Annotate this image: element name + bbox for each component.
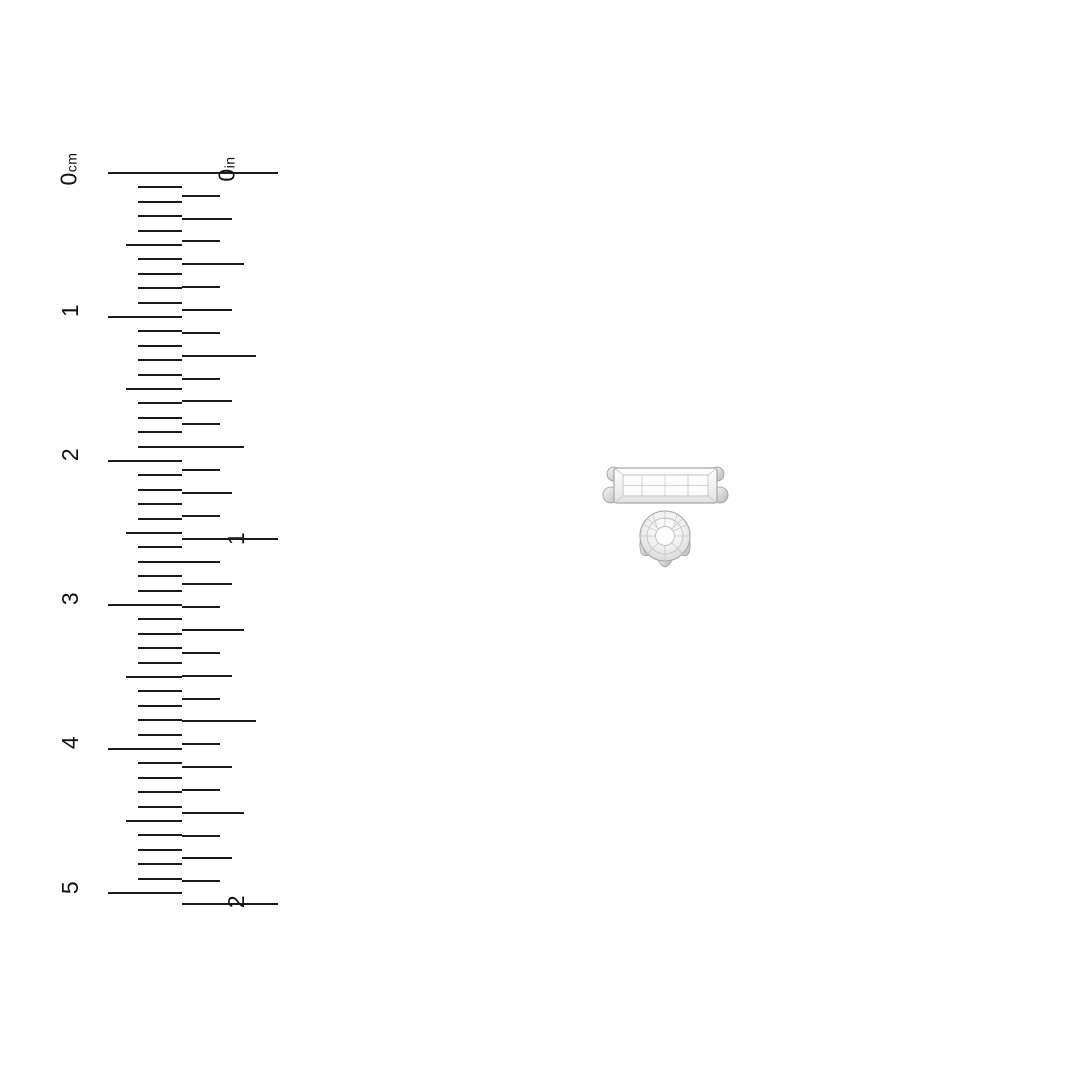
ruler-in-eighth-tick: [182, 766, 232, 768]
ruler-mm-tick: [138, 633, 182, 635]
ruler-mm-tick: [138, 647, 182, 649]
ruler-cm-major-tick: [108, 892, 182, 894]
ruler-in-eighth-tick: [182, 309, 232, 311]
ruler-cm-label-4: 4: [57, 735, 84, 750]
ruler-mm-tick: [138, 719, 182, 721]
round-diamond: [640, 511, 690, 567]
ruler-cm-unit: cm: [63, 152, 80, 173]
ruler-in-eighth-tick: [182, 675, 232, 677]
ruler-in-sixteenth-tick: [182, 698, 220, 700]
ruler-mm-tick: [138, 446, 182, 448]
ruler-mm-tick: [138, 590, 182, 592]
ruler-in-label-2: 2: [223, 894, 250, 909]
ruler-in-sixteenth-tick: [182, 378, 220, 380]
ruler-mm-tick: [138, 690, 182, 692]
ruler-mm-tick: [138, 417, 182, 419]
earring-illustration: [580, 455, 770, 615]
ruler-mm-tick: [138, 287, 182, 289]
ruler-mm-tick: [138, 345, 182, 347]
ruler-in-sixteenth-tick: [182, 332, 220, 334]
ruler-in-zero-value: 0: [213, 168, 240, 182]
ruler-mm-tick: [138, 258, 182, 260]
ruler-mm-tick: [138, 302, 182, 304]
ruler-mm-tick: [138, 734, 182, 736]
ruler-in-sixteenth-tick: [182, 789, 220, 791]
ruler-mm-tick: [138, 878, 182, 880]
ruler-in-sixteenth-tick: [182, 561, 220, 563]
ruler-cm-label-3: 3: [57, 591, 84, 606]
ruler-mm-tick: [138, 359, 182, 361]
ruler-mm-tick: [138, 662, 182, 664]
ruler-mm-tick: [138, 273, 182, 275]
ruler-in-sixteenth-tick: [182, 240, 220, 242]
ruler-cm-half-tick: [126, 532, 182, 534]
ruler-mm-tick: [138, 762, 182, 764]
ruler-in-quarter-tick: [182, 812, 244, 814]
ruler-in-eighth-tick: [182, 583, 232, 585]
ruler-mm-tick: [138, 518, 182, 520]
ruler-mm-tick: [138, 201, 182, 203]
ruler-mm-tick: [138, 431, 182, 433]
ruler-cm-label-1: 1: [57, 303, 84, 318]
ruler-cm-major-tick: [108, 604, 182, 606]
ruler-mm-tick: [138, 561, 182, 563]
ruler-mm-tick: [138, 834, 182, 836]
ruler-mm-tick: [138, 705, 182, 707]
ruler-in-quarter-tick: [182, 629, 244, 631]
ruler-mm-tick: [138, 230, 182, 232]
ruler-mm-tick: [138, 806, 182, 808]
ruler-mm-tick: [138, 849, 182, 851]
ruler-mm-tick: [138, 474, 182, 476]
ruler-mm-tick: [138, 546, 182, 548]
ruler-in-sixteenth-tick: [182, 652, 220, 654]
ruler-cm-half-tick: [126, 820, 182, 822]
ruler-mm-tick: [138, 374, 182, 376]
ruler-in-label-1: 1: [223, 531, 250, 546]
ruler-in-major-tick: [182, 172, 278, 174]
product-photo: [580, 455, 770, 615]
ruler-in-major-tick: [182, 538, 278, 540]
ruler-in-eighth-tick: [182, 218, 232, 220]
ruler-cm-half-tick: [126, 244, 182, 246]
ruler-in-zero-label: [213, 156, 242, 182]
ruler-cm-half-tick: [126, 676, 182, 678]
ruler-in-half-tick: [182, 720, 256, 722]
ruler-cm-zero-value: 0: [55, 172, 82, 186]
ruler-in-eighth-tick: [182, 400, 232, 402]
ruler-mm-tick: [138, 489, 182, 491]
ruler-mm-tick: [138, 791, 182, 793]
ruler-mm-tick: [138, 186, 182, 188]
ruler-in-eighth-tick: [182, 857, 232, 859]
ruler-in-sixteenth-tick: [182, 880, 220, 882]
ruler-cm-major-tick: [108, 748, 182, 750]
ruler-in-sixteenth-tick: [182, 606, 220, 608]
ruler-in-sixteenth-tick: [182, 515, 220, 517]
ruler-in-quarter-tick: [182, 263, 244, 265]
ruler: [55, 150, 290, 930]
ruler-cm-label-2: 2: [57, 447, 84, 462]
ruler-in-quarter-tick: [182, 446, 244, 448]
ruler-mm-tick: [138, 330, 182, 332]
ruler-in-sixteenth-tick: [182, 286, 220, 288]
ruler-cm-label-5: 5: [57, 880, 84, 895]
ruler-mm-tick: [138, 618, 182, 620]
ruler-mm-tick: [138, 575, 182, 577]
ruler-in-sixteenth-tick: [182, 743, 220, 745]
round-stone-table: [656, 527, 675, 546]
ruler-mm-tick: [138, 777, 182, 779]
ruler-in-unit: in: [221, 156, 238, 169]
ruler-cm-major-tick: [108, 316, 182, 318]
ruler-in-sixteenth-tick: [182, 835, 220, 837]
ruler-in-sixteenth-tick: [182, 423, 220, 425]
ruler-cm-major-tick: [108, 460, 182, 462]
ruler-mm-tick: [138, 503, 182, 505]
ruler-in-eighth-tick: [182, 492, 232, 494]
ruler-in-sixteenth-tick: [182, 195, 220, 197]
ruler-in-half-tick: [182, 355, 256, 357]
ruler-cm-major-tick: [108, 172, 182, 174]
ruler-cm-half-tick: [126, 388, 182, 390]
baguette-diamond: [603, 467, 728, 503]
ruler-in-sixteenth-tick: [182, 469, 220, 471]
ruler-mm-tick: [138, 402, 182, 404]
ruler-in-major-tick: [182, 903, 278, 905]
ruler-mm-tick: [138, 215, 182, 217]
ruler-mm-tick: [138, 863, 182, 865]
ruler-cm-zero-label: [57, 153, 83, 186]
